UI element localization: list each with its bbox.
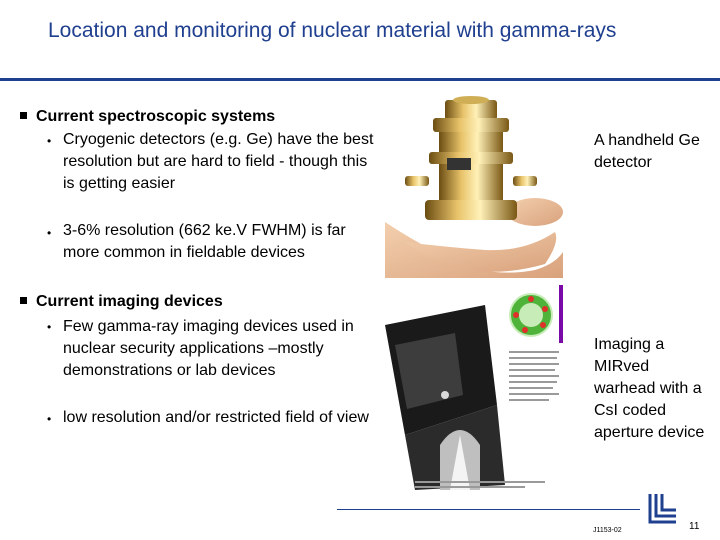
ge-detector-photo (385, 92, 563, 278)
page-number: 11 (689, 521, 700, 532)
caption-imaging-warhead: Imaging a MIRved warhead with a CsI coded aperture device (594, 336, 705, 441)
square-bullet-icon (20, 112, 27, 119)
document-code: J1153-02 (593, 527, 622, 534)
bullet-few-devices: Few gamma-ray imaging devices used in nuclear security applications –mostly demonstrations or lab devices (63, 318, 354, 379)
round-bullet-icon: • (47, 226, 52, 240)
round-bullet-icon: • (47, 134, 52, 148)
slide-title: Location and monitoring of nuclear material with gamma-rays (48, 19, 617, 42)
title-divider (0, 78, 720, 81)
section-heading-spectroscopic: Current spectroscopic systems (36, 108, 276, 125)
bullet-cryogenic: Cryogenic detectors (e.g. Ge) have the best resolution but are hard to field - though this is getting easier (63, 131, 374, 192)
bullet-resolution: 3-6% resolution (662 ke.V FWHM) is far more common in fieldable devices (63, 222, 346, 261)
square-bullet-icon (20, 297, 27, 304)
footer-divider (337, 509, 640, 510)
section-heading-imaging: Current imaging devices (36, 293, 223, 310)
bullet-low-resolution: low resolution and/or restricted field of view (63, 409, 369, 426)
coded-aperture-imaging-figure (385, 285, 563, 495)
llnl-logo-icon (646, 492, 680, 526)
round-bullet-icon: • (47, 412, 52, 426)
round-bullet-icon: • (47, 320, 52, 334)
caption-handheld-detector: A handheld Ge detector (594, 132, 700, 171)
